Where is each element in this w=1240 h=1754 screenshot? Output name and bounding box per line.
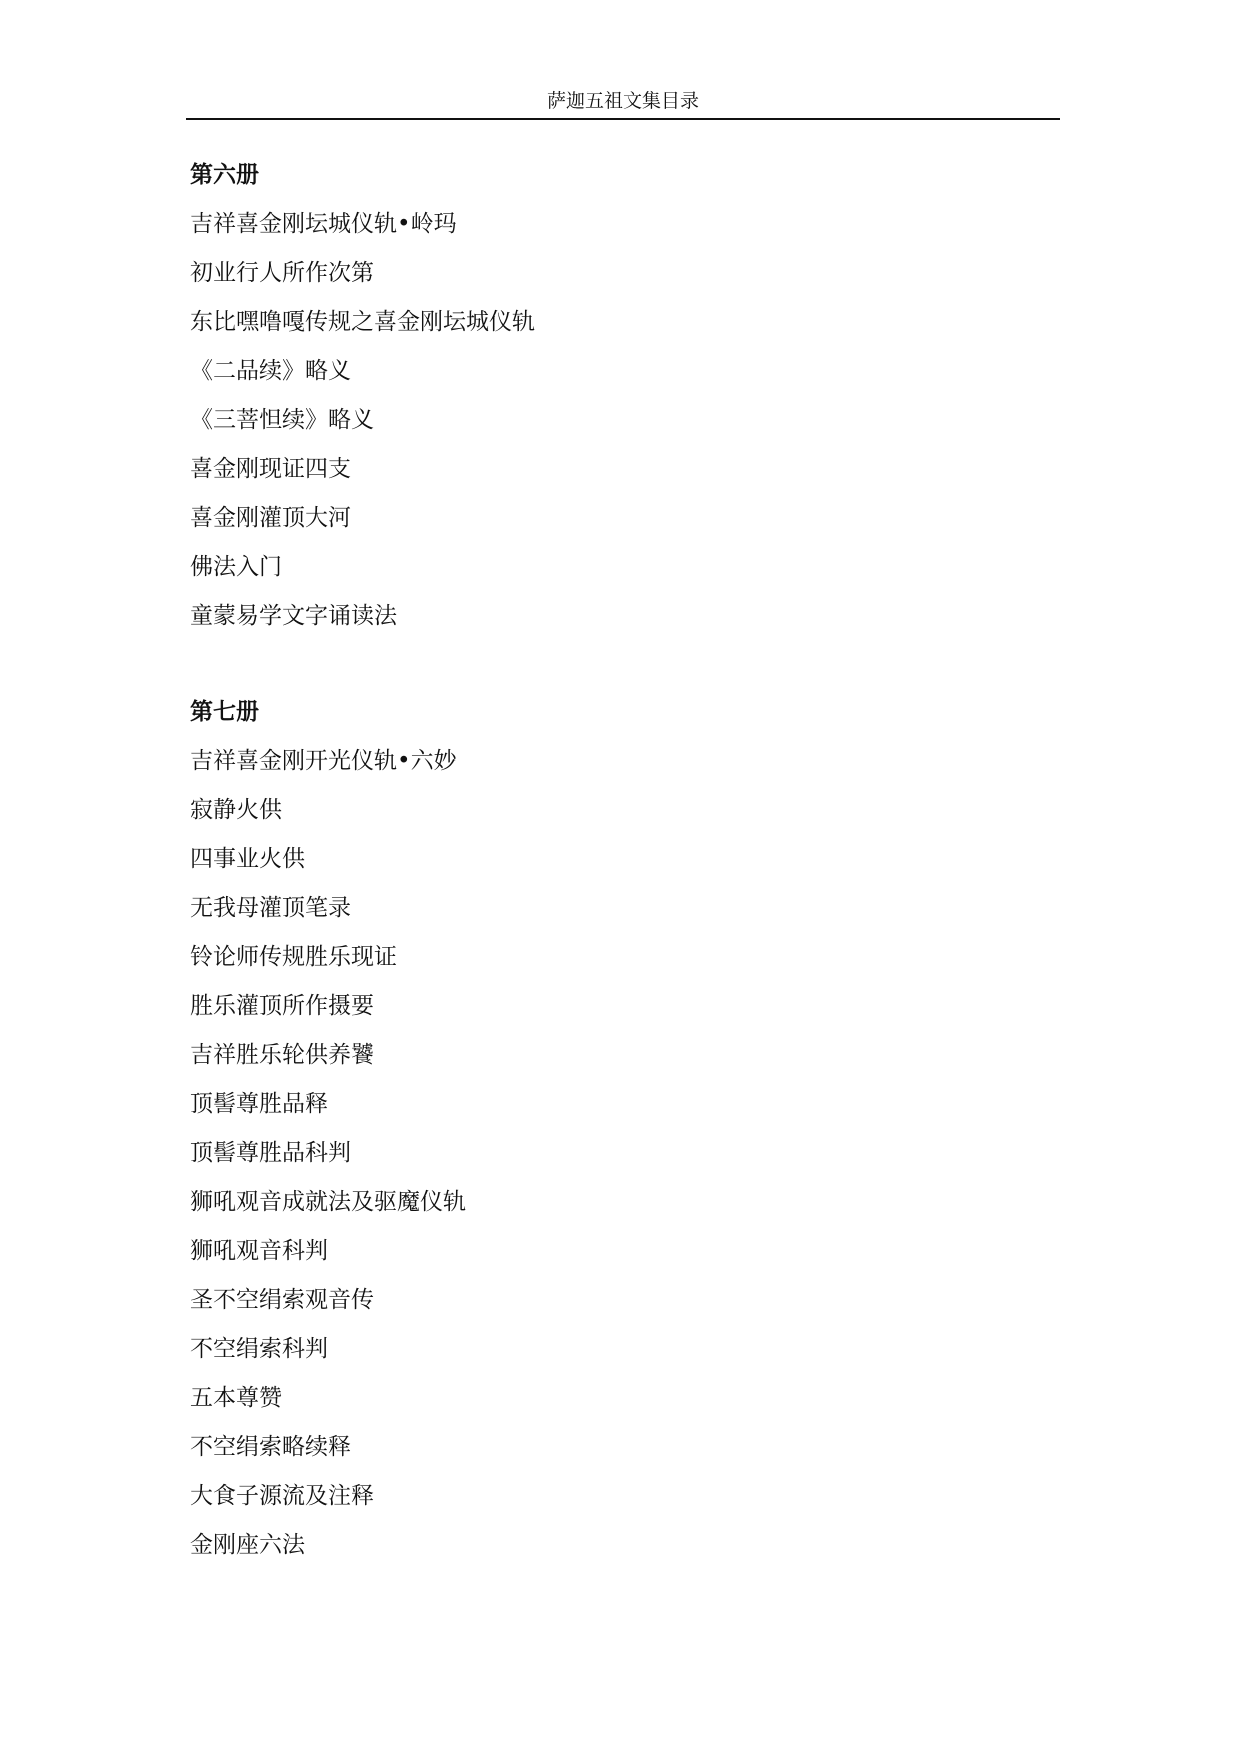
list-item: 顶髻尊胜品科判 bbox=[190, 1140, 351, 1166]
list-item: 不空绢索略续释 bbox=[190, 1434, 351, 1460]
list-item: 吉祥喜金刚开光仪轨•六妙 bbox=[190, 748, 457, 774]
header-title: 萨迦五祖文集目录 bbox=[546, 90, 699, 112]
list-item: 寂静火供 bbox=[190, 797, 282, 823]
list-item: 童蒙易学文字诵读法 bbox=[190, 603, 397, 629]
volume-title: 第七册 bbox=[190, 699, 259, 725]
list-item: 顶髻尊胜品释 bbox=[190, 1091, 328, 1117]
volume-title: 第六册 bbox=[190, 162, 259, 188]
list-item: 狮吼观音成就法及驱魔仪轨 bbox=[190, 1189, 466, 1215]
list-item: 四事业火供 bbox=[190, 846, 305, 872]
list-item: 喜金刚灌顶大河 bbox=[190, 505, 351, 531]
list-item: 胜乐灌顶所作摄要 bbox=[190, 993, 374, 1019]
list-item: 狮吼观音科判 bbox=[190, 1238, 328, 1264]
list-item: 《三菩怛续》略义 bbox=[190, 407, 374, 433]
entry-list bbox=[190, 209, 1050, 631]
list-item: 大食子源流及注释 bbox=[190, 1483, 374, 1509]
volume-section-6 bbox=[190, 160, 1050, 650]
list-item: 东比嘿噜嘎传规之喜金刚坛城仪轨 bbox=[190, 309, 535, 335]
list-item: 不空绢索科判 bbox=[190, 1336, 328, 1362]
list-item: 佛法入门 bbox=[190, 554, 282, 580]
entry-list bbox=[190, 746, 1050, 1560]
list-item: 金刚座六法 bbox=[190, 1532, 305, 1558]
list-item: 铃论师传规胜乐现证 bbox=[190, 944, 397, 970]
list-item: 吉祥胜乐轮供养饕 bbox=[190, 1042, 374, 1068]
list-item: 五本尊赞 bbox=[190, 1385, 282, 1411]
list-item: 喜金刚现证四支 bbox=[190, 456, 351, 482]
page-header bbox=[186, 84, 1060, 120]
list-item: 吉祥喜金刚坛城仪轨•岭玛 bbox=[190, 211, 457, 237]
volume-section-7 bbox=[190, 697, 1050, 1579]
list-item: 初业行人所作次第 bbox=[190, 260, 374, 286]
list-item: 无我母灌顶笔录 bbox=[190, 895, 351, 921]
list-item: 《二品续》略义 bbox=[190, 358, 351, 384]
list-item: 圣不空绢索观音传 bbox=[190, 1287, 374, 1313]
